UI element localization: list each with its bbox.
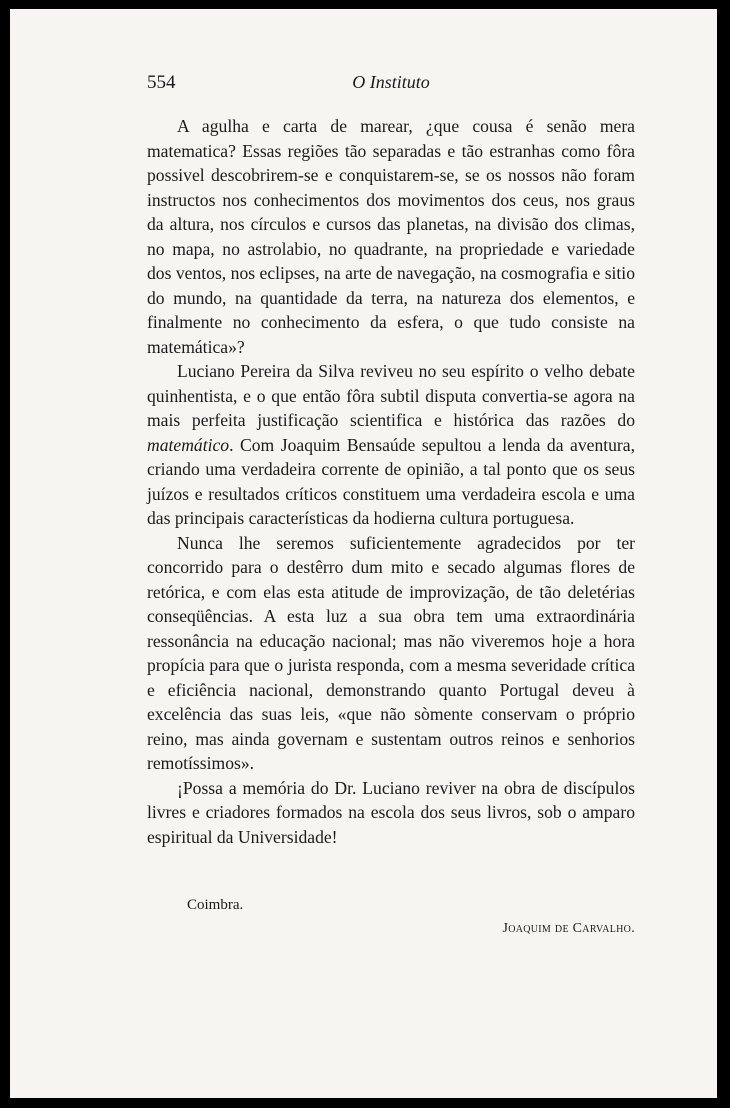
paragraph-2 — [147, 359, 635, 531]
paragraph-3: Nunca lhe seremos suficientemente agradecidos por ter concorrido para o destêrro dum mito e secado algumas flores de retórica, e com elas esta atitude de improvização, de tão deletérias conseqüências. A esta luz a sua obra tem uma extraordinária ressonância na educação nacional; mas não viveremos hoje a hora propícia para que o jurista responda, com a mesma severidade crítica e eficiência nacional, demonstrando quanto Portugal deveu à excelência das suas leis, «que não sòmente conservam o próprio reino, mas ainda governam e sustentam outros reinos e senhorios remotíssimos». — [147, 532, 635, 773]
page-header — [147, 72, 635, 98]
paragraph-4: ¡Possa a memória do Dr. Luciano reviver na obra de discípulos livres e criadores formados na escola dos seus livros, sob o amparo espiritual da Universidade! — [147, 777, 635, 847]
paragraph-2-text-start: Luciano Pereira da Silva reviveu no seu espírito o velho debate quinhentista, e o que então fôra subtil disputa convertia-se agora na mais perfeita justificação scientifica e histórica das razões do — [147, 361, 635, 430]
closing-place: Coimbra. — [187, 897, 244, 913]
paragraph-2-text-end: . Com Joaquim Bensaúde sepultou a lenda da aventura, criando uma verdadeira corrente de opinião, a tal ponto que os seus juízos e resultados críticos constituem uma verdadeira escola e uma das principais características da hodierna cultura portuguesa. — [147, 434, 635, 528]
emphasis-matematico: matemático — [147, 434, 230, 455]
author-signature: Joaquim de Carvalho. — [502, 921, 635, 936]
paragraph-1: A agulha e carta de marear, ¿que cousa é senão mera matematica? Essas regiões tão separadas e tão estranhas como fôra possivel descobrirem-se e conquistarem-se, se os nossos não foram instructos nos conhecimentos dos movimentos dos ceus, nos graus da altura, nos círculos e cursos das planetas, na divisão dos climas, no mapa, no astrolabio, no quadrante, na propriedade e variedade dos ventos, nos eclipses, na arte de navegação, na cosmografia e sitio do mundo, na quantidade da terra, na natureza dos elementos, e finalmente no conhecimento da esfera, o que tudo consiste na matemática»? — [147, 116, 635, 357]
document-page — [10, 9, 717, 1098]
body-text — [147, 114, 635, 849]
page-number: 554 — [147, 72, 176, 93]
running-title: O Instituto — [352, 72, 430, 92]
